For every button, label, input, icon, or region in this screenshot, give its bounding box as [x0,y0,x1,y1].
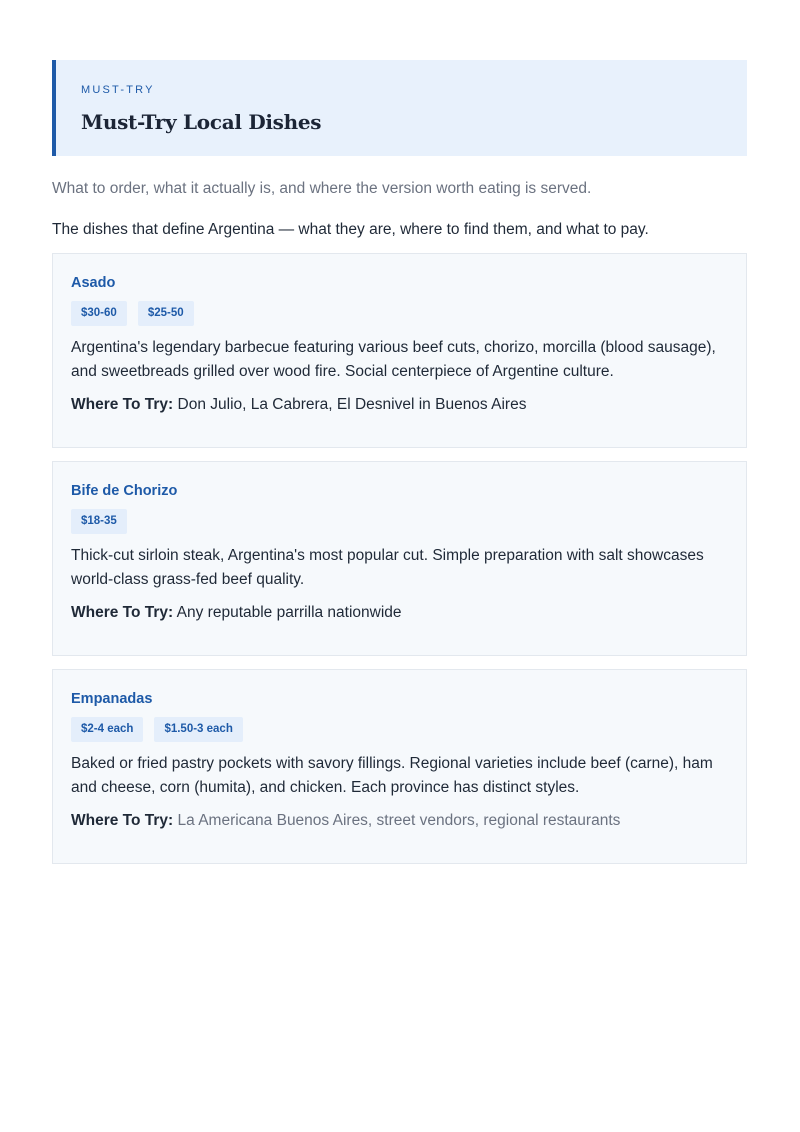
price-tags [71,301,728,326]
dish-name: Bife de Chorizo [71,483,178,499]
where-to-try-label: Where To Try: [71,396,174,413]
where-to-try-value: Any reputable parrilla nationwide [176,604,402,621]
where-to-try-label: Where To Try: [71,812,174,829]
where-to-try-label: Where To Try: [71,604,174,621]
dish-name: Asado [71,275,116,291]
dish-name: Empanadas [71,691,153,707]
where-to-try [71,394,728,416]
dish-description: Baked or fried pastry pockets with savory fillings. Regional varieties include beef (carne), ham and cheese, corn (humita), and chicken. Each province has distinct styles. [71,755,713,796]
price-tags [71,509,728,534]
dish-card-bife-de-chorizo [52,461,747,656]
dish-description: Thick-cut sirloin steak, Argentina's most popular cut. Simple preparation with salt showcases world-class grass-fed beef quality. [71,547,704,588]
price-tag: $1.50-3 each [154,717,242,742]
section-subtitle: What to order, what it actually is, and where the version worth eating is served. [52,180,592,197]
price-tag: $2-4 each [71,717,143,742]
section-header-banner [52,60,747,156]
section-intro: The dishes that define Argentina — what they are, where to find them, and what to pay. [52,221,649,238]
section-eyebrow: MUST-TRY [81,84,155,96]
where-to-try [71,602,728,624]
price-tag: $25-50 [138,301,194,326]
price-tag: $18-35 [71,509,127,534]
section-title: Must-Try Local Dishes [81,110,322,134]
where-to-try-value: La Americana Buenos Aires, street vendors, regional restaurants [177,812,621,829]
where-to-try [71,810,728,832]
where-to-try-value: Don Julio, La Cabrera, El Desnivel in Buenos Aires [177,396,527,413]
price-tag: $30-60 [71,301,127,326]
dish-description: Argentina's legendary barbecue featuring various beef cuts, chorizo, morcilla (blood sausage), and sweetbreads grilled over wood fire. Social centerpiece of Argentine culture. [71,339,716,380]
dish-card-asado [52,253,747,448]
dish-card-empanadas [52,669,747,864]
price-tags [71,717,728,742]
